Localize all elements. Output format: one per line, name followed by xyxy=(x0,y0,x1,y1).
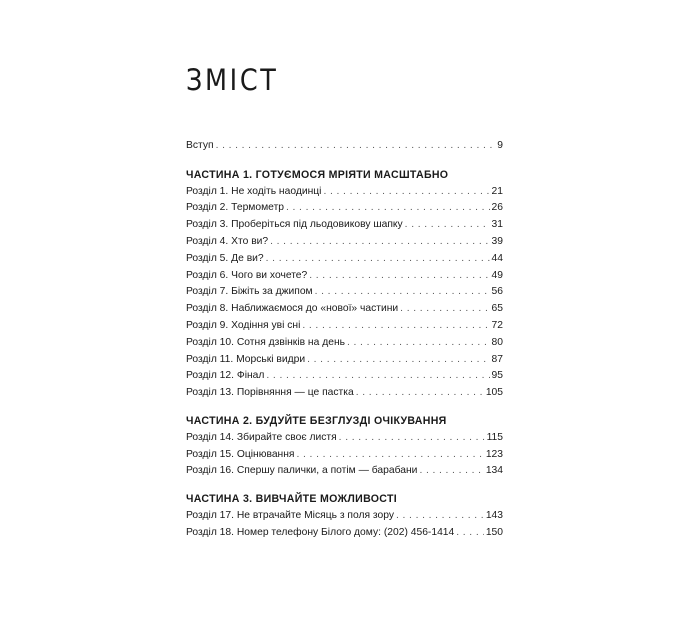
toc-entry-label: Розділ 17. Не втрачайте Місяць з поля зору xyxy=(186,509,395,521)
toc-entry-page: 9 xyxy=(497,140,503,151)
toc-entry-label: Розділ 12. Фінал xyxy=(186,370,265,382)
dot-leader xyxy=(297,447,484,464)
toc-entry-label: Розділ 4. Хто ви? xyxy=(186,235,269,247)
toc-entry-page: 115 xyxy=(486,431,503,443)
toc-entry-page: 105 xyxy=(485,387,503,399)
dot-leader xyxy=(400,301,489,318)
toc-entry xyxy=(186,368,503,385)
dot-leader xyxy=(347,335,490,352)
toc-entry-label: Розділ 2. Термометр xyxy=(186,202,285,214)
toc-entry xyxy=(186,251,503,268)
dot-leader xyxy=(216,138,496,155)
toc-entry xyxy=(186,284,503,301)
toc-entry xyxy=(186,184,503,201)
toc-entry xyxy=(186,200,503,217)
dot-leader xyxy=(266,368,489,385)
toc-entry-page: 21 xyxy=(491,185,503,197)
toc-entry-page: 143 xyxy=(485,509,503,521)
dot-leader xyxy=(356,385,484,402)
dot-leader xyxy=(309,268,489,285)
toc-entry xyxy=(186,335,503,352)
dot-leader xyxy=(270,234,489,251)
toc-entry-page: 65 xyxy=(491,303,503,315)
dot-leader xyxy=(307,352,489,369)
toc-entry xyxy=(186,318,503,335)
dot-leader xyxy=(419,463,483,480)
toc-entry xyxy=(186,234,503,251)
toc-entry-page: 87 xyxy=(491,353,503,365)
part-heading: ЧАСТИНА 1. ГОТУЄМОСЯ МРІЯТИ МАСШТАБНО xyxy=(186,168,449,181)
toc-entry xyxy=(186,385,503,402)
toc-entry-label: Розділ 7. Біжіть за джипом xyxy=(186,286,313,298)
toc-entry-page: 39 xyxy=(491,235,503,247)
toc-entry-page: 49 xyxy=(491,269,503,281)
toc-entry-label: Вступ xyxy=(186,140,214,151)
toc-entry-label: Розділ 15. Оцінювання xyxy=(186,448,295,460)
dot-leader xyxy=(396,508,484,525)
toc-entry xyxy=(186,525,503,542)
toc-entry-label: Розділ 10. Сотня дзвінків на день xyxy=(186,336,345,348)
toc-entry-label: Розділ 11. Морські видри xyxy=(186,353,306,365)
toc-entry xyxy=(186,508,503,525)
toc-entry xyxy=(186,268,503,285)
toc-entry-page: 123 xyxy=(485,448,503,460)
toc-entry xyxy=(186,301,503,318)
dot-leader xyxy=(456,525,484,542)
toc-entry xyxy=(186,430,503,447)
toc-entry-page: 95 xyxy=(491,370,503,382)
toc-entry-page: 26 xyxy=(491,202,503,214)
dot-leader xyxy=(302,318,489,335)
toc-entry-intro xyxy=(186,138,503,155)
dot-leader xyxy=(323,184,489,201)
toc-entry-label: Розділ 5. Де ви? xyxy=(186,252,264,264)
dot-leader xyxy=(315,284,490,301)
toc-entry-label: Розділ 18. Номер телефону Білого дому: (202) 456-1414 xyxy=(186,526,455,538)
toc-entry-label: Розділ 9. Ходіння уві сні xyxy=(186,319,301,331)
page-title: ЗМІСТ xyxy=(186,63,279,97)
toc-entry-page: 80 xyxy=(491,336,503,348)
toc-entry xyxy=(186,463,503,480)
dot-leader xyxy=(286,200,490,217)
toc-entry-page: 72 xyxy=(491,319,503,331)
dot-leader xyxy=(339,430,485,447)
part-heading: ЧАСТИНА 2. БУДУЙТЕ БЕЗГЛУЗДІ ОЧІКУВАННЯ xyxy=(186,414,447,427)
toc-entry-label: Розділ 14. Збирайте своє листя xyxy=(186,431,337,443)
dot-leader xyxy=(405,217,490,234)
toc-entry-label: Розділ 1. Не ходіть наодинці xyxy=(186,185,322,197)
toc-entry-label: Розділ 13. Порівняння — це пастка xyxy=(186,387,354,399)
toc-entry-page: 150 xyxy=(485,526,503,538)
toc-entry-label: Розділ 8. Наближаємося до «нової» частини xyxy=(186,303,399,315)
toc-entry xyxy=(186,217,503,234)
part-heading: ЧАСТИНА 3. ВИВЧАЙТЕ МОЖЛИВОСТІ xyxy=(186,493,397,506)
table-of-contents xyxy=(186,138,503,542)
toc-entry-label: Розділ 6. Чого ви хочете? xyxy=(186,269,308,281)
toc-entry-page: 56 xyxy=(491,286,503,298)
toc-entry xyxy=(186,447,503,464)
toc-entry-page: 44 xyxy=(491,252,503,264)
toc-entry-label: Розділ 16. Спершу палички, а потім — барабани xyxy=(186,465,418,477)
toc-entry-page: 31 xyxy=(491,219,503,231)
toc-entry xyxy=(186,352,503,369)
toc-entry-label: Розділ 3. Проберіться під льодовикову шапку xyxy=(186,219,403,231)
toc-entry-page: 134 xyxy=(485,465,503,477)
dot-leader xyxy=(266,251,490,268)
